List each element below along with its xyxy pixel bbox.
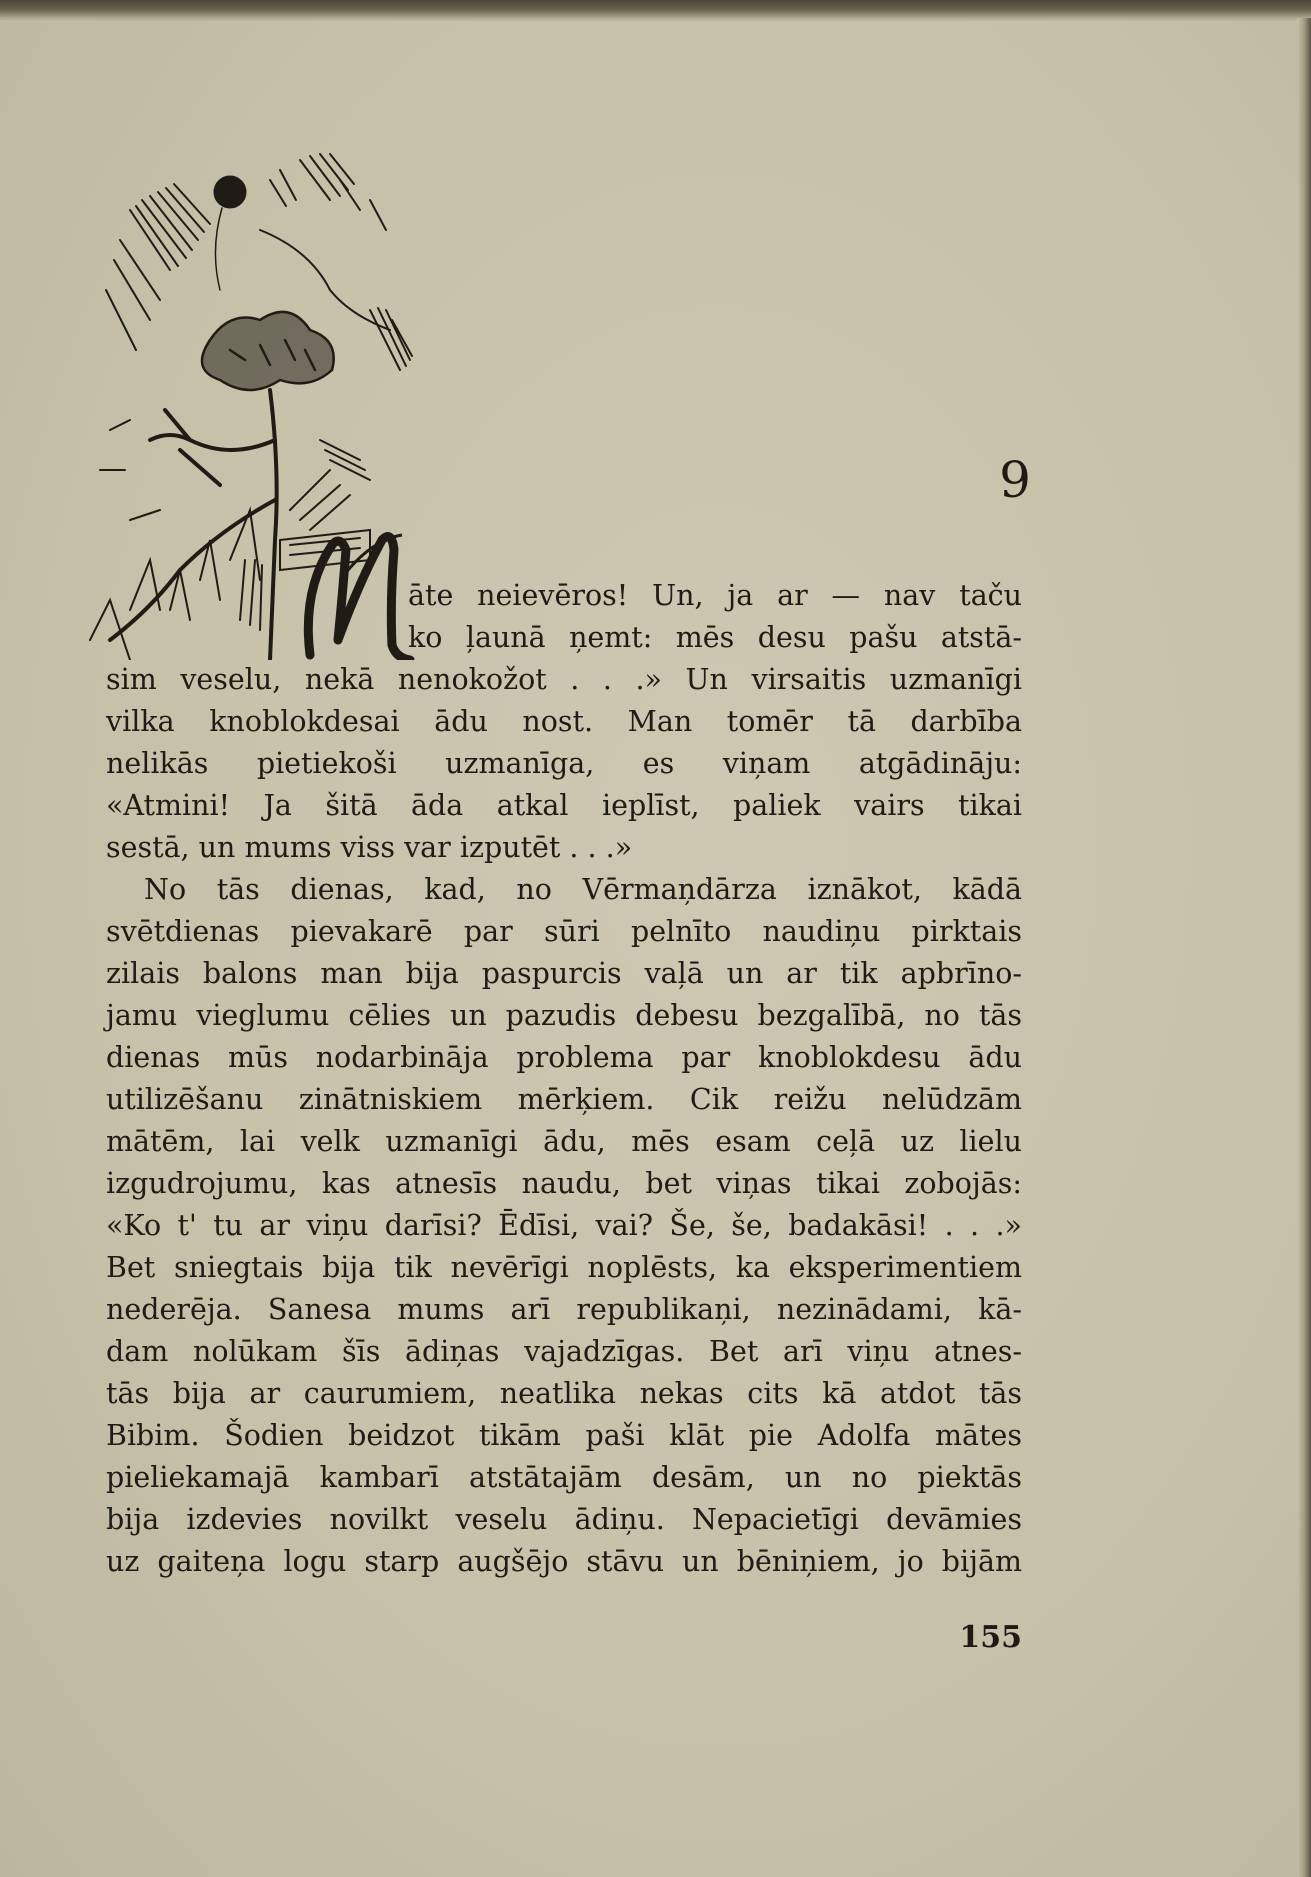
text-line: dam nolūkam šīs ādiņas vajadzīgas. Bet arī viņu atnes- [106,1335,1022,1368]
text-line: svētdienas pievakarē par sūri pelnīto naudiņu pirktais [106,915,1022,948]
text-line: sim veselu, nekā nenokožot . . .» Un virsaitis uzmanīgi [106,663,1022,696]
text-line: Bibim. Šodien beidzot tikām paši klāt pie Adolfa mātes [106,1419,1022,1452]
balloon-shape [214,176,246,208]
text-line: utilizēšanu zinātniskiem mērķiem. Cik reižu nelūdzām [106,1083,1022,1116]
chapter-number: 9 [999,451,1031,509]
text-line: izgudrojumu, kas atnesīs naudu, bet viņas tikai zobojās: [106,1167,1022,1200]
text-line: āte neievēros! Un, ja ar — nav taču [408,579,1022,612]
text-line: Bet sniegtais bija tik nevērīgi noplēsts, ka eksperimentiem [106,1251,1022,1284]
text-line: nelikās pietiekoši uzmanīga, es viņam atgādināju: [106,747,1022,780]
text-line: No tās dienas, kad, no Vērmaņdārza iznākot, kādā [144,873,1022,906]
text-line: nederēja. Sanesa mums arī republikaņi, nezinādami, kā- [106,1293,1022,1326]
text-line: tās bija ar caurumiem, neatlika nekas cits kā atdot tās [106,1377,1022,1410]
text-line: «Ko t' tu ar viņu darīsi? Ēdīsi, vai? Še, še, badakāsi! . . .» [106,1209,1022,1242]
text-line: vilka knoblokdesai ādu nost. Man tomēr tā darbība [106,705,1022,738]
text-line: pieliekamajā kambarī atstātajām desām, un no piektās [106,1461,1022,1494]
text-line: dienas mūs nodarbināja problema par knoblokdesu ādu [106,1041,1022,1074]
page-right-edge [1297,18,1311,1877]
page-top-edge [0,0,1311,22]
text-line: «Atmini! Ja šitā āda atkal ieplīst, paliek vairs tikai [106,789,1022,822]
text-line: jamu vieglumu cēlies un pazudis debesu bezgalībā, no tās [106,999,1022,1032]
text-line: sestā, un mums viss var izputēt . . .» [106,831,633,864]
body-text [106,575,1022,1583]
text-line: uz gaiteņa logu starp augšējo stāvu un bēniņiem, jo bijām [106,1545,1022,1578]
text-line: ko ļaunā ņemt: mēs desu pašu atstā- [408,621,1022,654]
text-line: bija izdevies novilkt veselu ādiņu. Nepacietīgi devāmies [106,1503,1022,1536]
text-line: zilais balons man bija paspurcis vaļā un ar tik apbrīno- [106,957,1022,990]
text-line: mātēm, lai velk uzmanīgi ādu, mēs esam ceļā uz lielu [106,1125,1022,1158]
page-number: 155 [959,1620,1022,1655]
